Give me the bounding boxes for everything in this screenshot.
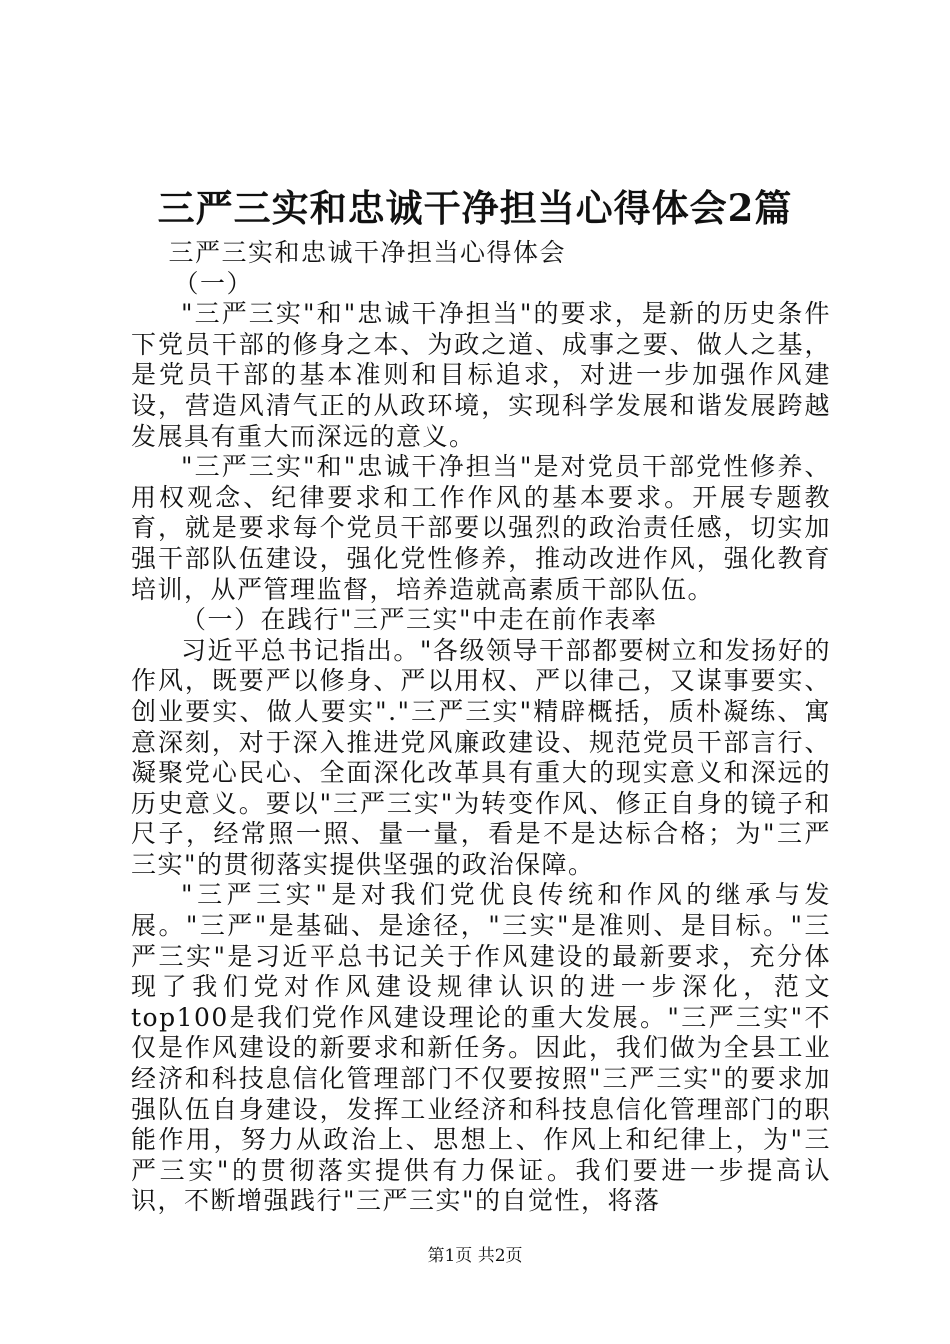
document-subtitle: 三严三实和忠诚干净担当心得体会 xyxy=(168,238,567,267)
paragraph: "三严三实"是对我们党优良传统和作风的继承与发展。"三严"是基础、是途径，"三实"是准则、是目标。"三严三实"是习近平总书记关于作风建设的最新要求，充分体现了我们党对作风建设规律认识的进一步深化，范文top100是我们党作风建设理论的重大发展。"三严三实"不仅是作风建设的新要求和新任务。因此，我们做为全县工业经济和科技息信化管理部门不仅要按照"三严三实"的要求加强队伍自身建设，发挥工业经济和科技息信化管理部门的职能作用，努力从政治上、思想上、作风上和纪律上，为"三严三实"的贯彻落实提供有力保证。我们要进一步提高认识，不断增强践行"三严三实"的自觉性，将落 xyxy=(131,880,831,1216)
document-title: 三严三实和忠诚干净担当心得体会2篇 xyxy=(157,185,793,230)
paragraph: "三严三实"和"忠诚干净担当"是对党员干部党性修养、用权观念、纪律要求和工作作风的基本要求。开展专题教育，就是要求每个党员干部要以强烈的政治责任感，切实加强干部队伍建设，强化党性修养，推动改进作风，强化教育培训，从严管理监督，培养造就高素质干部队伍。 xyxy=(131,452,831,604)
paragraph: 习近平总书记指出。"各级领导干部都要树立和发扬好的作风，既要严以修身、严以用权、严以律己，又谋事要实、创业要实、做人要实"."三严三实"精辟概括，质朴凝练、寓意深刻，对于深入推进党风廉政建设、规范党员干部言行、凝聚党心民心、全面深化改革具有重大的现实意义和深远的历史意义。要以"三严三实"为转变作风、修正自身的镜子和尺子，经常照一照、量一量，看是不是达标合格；为"三严三实"的贯彻落实提供坚强的政治保障。 xyxy=(131,635,831,879)
paragraph: "三严三实"和"忠诚干净担当"的要求，是新的历史条件下党员干部的修身之本、为政之道、成事之要、做人之基，是党员干部的基本准则和目标追求，对进一步加强作风建设，营造风清气正的从政环境，实现科学发展和谐发展跨越发展具有重大而深远的意义。 xyxy=(131,299,831,451)
document-body xyxy=(131,238,831,1217)
part-number: （一） xyxy=(173,268,254,298)
page-footer: 第1页 共2页 xyxy=(427,1246,523,1266)
section-heading: （一）在践行"三严三实"中走在前作表率 xyxy=(181,605,658,635)
